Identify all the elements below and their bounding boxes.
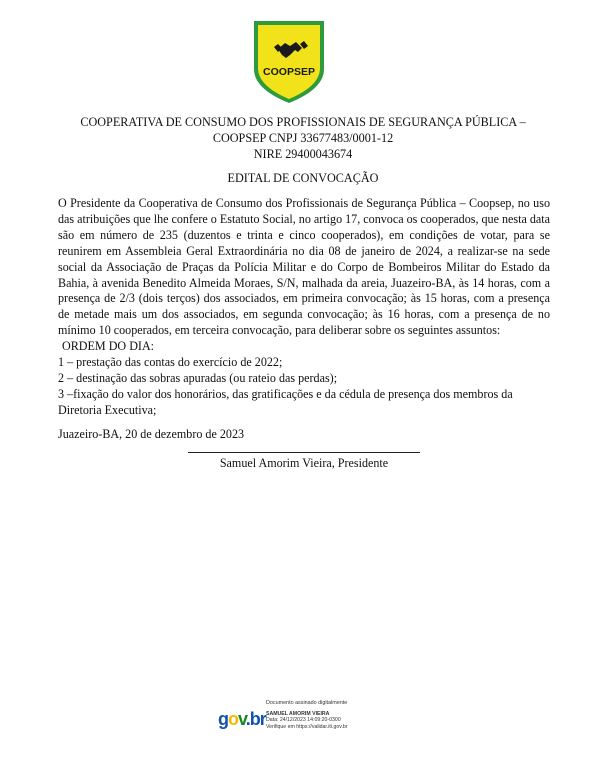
svg-text:gov.br: gov.br: [218, 709, 266, 729]
signature-name: Samuel Amorim Vieira, Presidente: [219, 456, 389, 470]
stamp-signer: SAMUEL AMORIM VIEIRA: [266, 710, 330, 717]
header-line-1: COOPERATIVA DE CONSUMO DOS PROFISSIONAIS DE SEGURANÇA PÚBLICA –: [80, 115, 526, 129]
place-date: Juazeiro-BA, 20 de dezembro de 2023: [58, 427, 245, 441]
agenda-item: 1 – prestação das contas do exercício de 2022;: [58, 354, 283, 369]
document-header: [60, 114, 546, 162]
stamp-title: Documento assinado digitalmente: [266, 700, 348, 706]
convocation-paragraph: O Presidente da Cooperativa de Consumo dos Profissionais de Segurança Pública – Coopsep, no uso das atribuições que lhe confere o Estatuto Social, no artigo 17, convoca os cooperados, que nesta data são em número de 235 (duzentos e trinta e cinco cooperados), em condições de votar, para se reunirem em Assembleia Geral Extraordinária no dia 08 de janeiro de 2024, a realizar-se na sede social da Associação de Praças da Polícia Militar e do Corpo de Bombeiros Militar do Estado da Bahia, à avenida Benedito Almeida Moraes, S/N, malhada da areia, Juazeiro-BA, às 14 horas, com a presença de 2/3 (dois terços) dos associados, em primeira convocação; às 15 horas, com a presença de metade mais um dos associados, em segunda convocação; às 16 horas, com a presença de no mínimo 10 cooperados, em terceira convocação, para deliberar sobre os seguintes assuntos:: [58, 196, 550, 338]
header-line-3: NIRE 29400043674: [253, 147, 353, 161]
coopsep-logo: [252, 17, 326, 105]
digital-signature-stamp: [266, 700, 348, 730]
agenda-item: 2 – destinação das sobras apuradas (ou rateio das perdas);: [58, 370, 338, 385]
logo-text: COOPSEP: [263, 66, 315, 78]
stamp-verify: Verifique em https://validar.iti.gov.br: [266, 723, 348, 730]
agenda: [58, 339, 550, 419]
signature-line: [188, 452, 420, 453]
agenda-heading: ORDEM DO DIA:: [62, 339, 155, 353]
header-line-2: COOPSEP CNPJ 33677483/0001-12: [212, 131, 394, 145]
stamp-date: Data: 24/12/2023 14:09:20-0300: [266, 717, 341, 724]
govbr-logo: [218, 705, 264, 731]
agenda-item: 3 –fixação do valor dos honorários, das gratificações e da cédula de presença dos membros da Diretoria Executiva;: [58, 386, 513, 417]
document-title: EDITAL DE CONVOCAÇÃO: [227, 171, 379, 185]
